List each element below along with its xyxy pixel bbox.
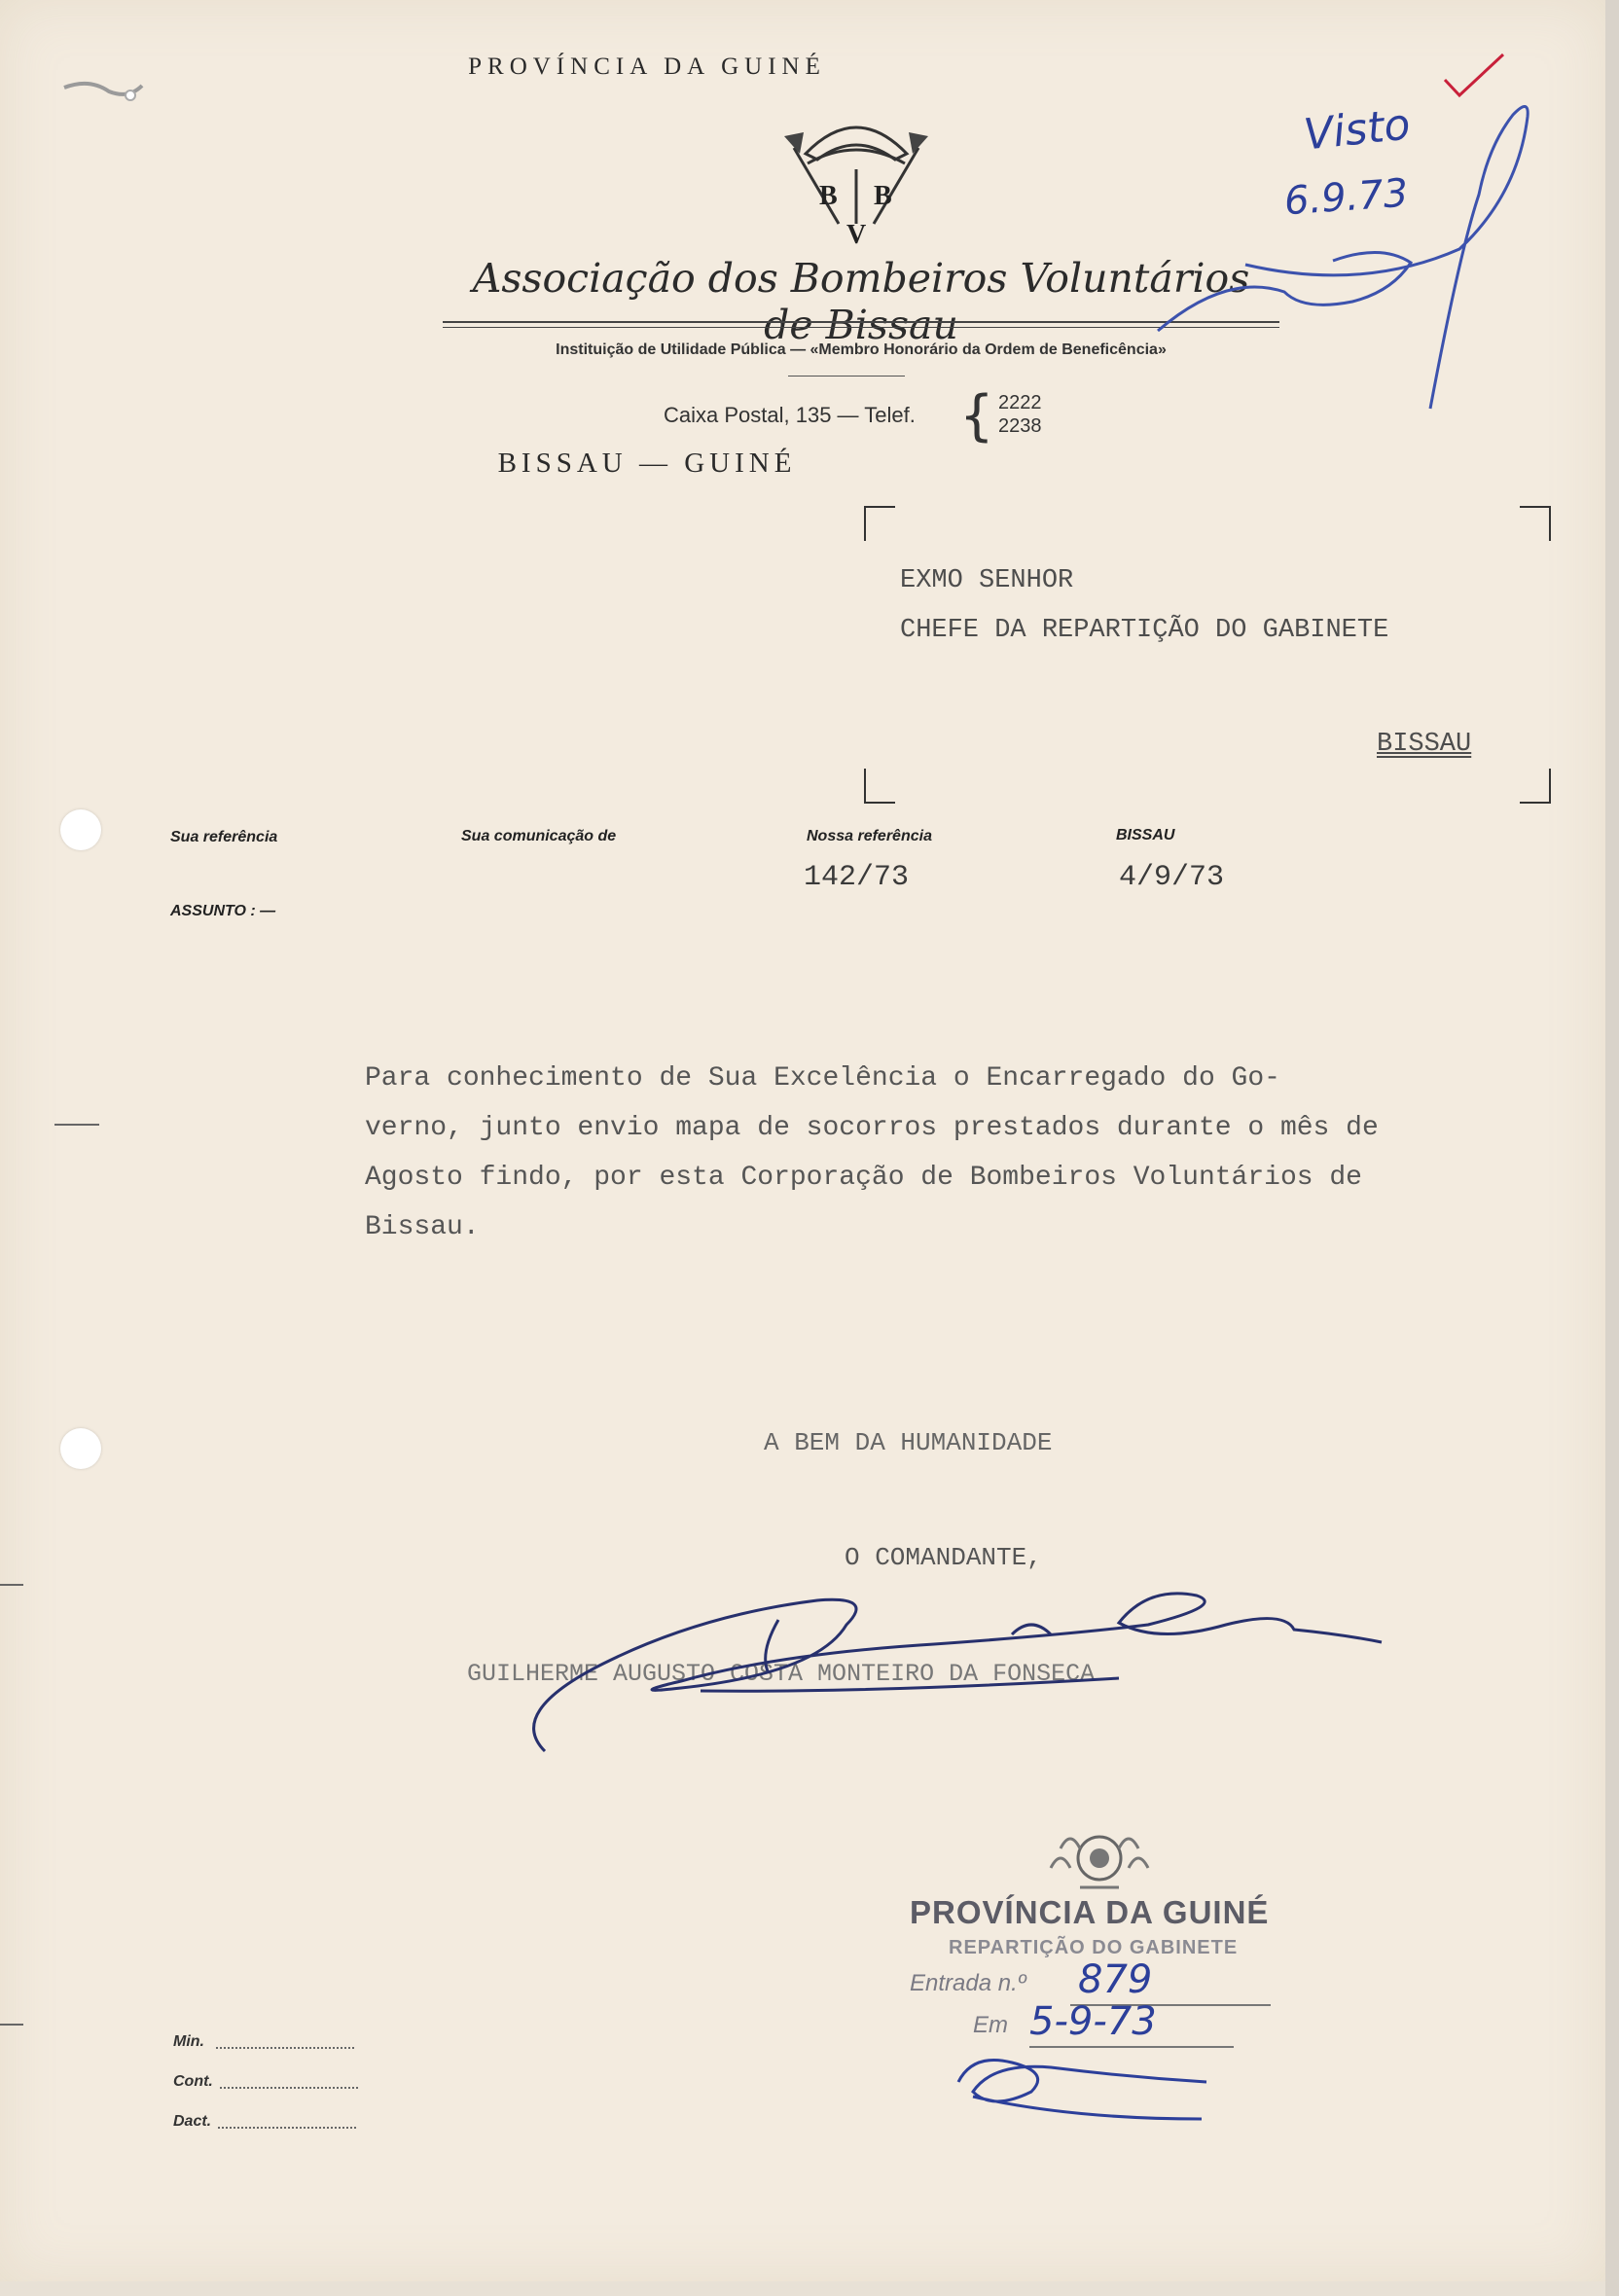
letter-date: 4/9/73 [1119,861,1225,894]
footer-min-label: Min. [173,2033,204,2050]
staple-mark-icon [60,74,148,123]
stamp-entrada-label: Entrada n.º [910,1970,1026,1996]
visto-flourish [1158,106,1528,409]
addressee-city: BISSAU [1377,730,1472,759]
addressee-line-1: EXMO SENHOR [900,566,1074,595]
sua-comunicacao-label: Sua comunicação de [461,828,617,844]
footer-cont-dots [220,2087,358,2089]
brace-glyph: { [959,384,994,448]
signatory-role: O COMANDANTE, [845,1543,1042,1572]
stamp-entrada-number: 879 [1078,1957,1153,2002]
stamp-initials-stroke [958,2061,1206,2120]
province-heading: PROVÍNCIA DA GUINÉ [468,54,826,80]
footer-dact-label: Dact. [173,2113,212,2130]
stamp-em-label: Em [973,2012,1008,2038]
stamp-em-date: 5-9-73 [1029,1999,1157,2044]
footer-dact-dots [218,2127,356,2129]
assunto-label: ASSUNTO : — [170,903,276,919]
phone-number: 2222 [998,392,1042,413]
addressee-line-2: CHEFE DA REPARTIÇÃO DO GABINETE [900,616,1389,645]
visto-annotation: Visto [1301,99,1413,161]
phone-number: 2238 [998,415,1042,437]
signatory-name: GUILHERME AUGUSTO COSTA MONTEIRO DA FONSECA [467,1660,1096,1688]
stamp-department: REPARTIÇÃO DO GABINETE [949,1937,1239,1958]
scan-edge [1605,0,1619,2296]
emblem-letter-bottom: V [846,220,867,250]
nossa-referencia-label: Nossa referência [807,828,932,844]
body-line: verno, junto envio mapa de socorros prestados durante o mês de [365,1113,1379,1143]
signature-stroke [534,1594,1382,1751]
emblem-letter-right: B [874,181,892,211]
sua-referencia-label: Sua referência [170,829,278,845]
visto-date: 6.9.73 [1282,170,1410,225]
body-line: Agosto findo, por esta Corporação de Bombeiros Voluntários de [365,1163,1362,1193]
stamp-province: PROVÍNCIA DA GUINÉ [910,1894,1270,1930]
closing-salutation: A BEM DA HUMANIDADE [764,1428,1053,1457]
postal-box-text: Caixa Postal, 135 — Telef. [664,403,916,427]
body-line: Para conhecimento de Sua Excelência o Encarregado do Go- [365,1063,1280,1094]
association-name: Associação dos Bombeiros Voluntários de Bissau [472,255,1250,348]
red-check-mark-icon [1445,54,1503,95]
institution-tagline: Instituição de Utilidade Pública — «Membro Honorário da Ordem de Beneficência» [556,341,1167,358]
body-line: Bissau. [365,1212,480,1242]
letterhead-city: BISSAU — GUINÉ [497,448,797,479]
footer-min-dots [216,2047,354,2049]
footer-cont-label: Cont. [173,2073,213,2090]
nossa-referencia-value: 142/73 [804,861,910,894]
emblem-letter-left: B [819,181,838,211]
place-label: BISSAU [1116,827,1175,843]
